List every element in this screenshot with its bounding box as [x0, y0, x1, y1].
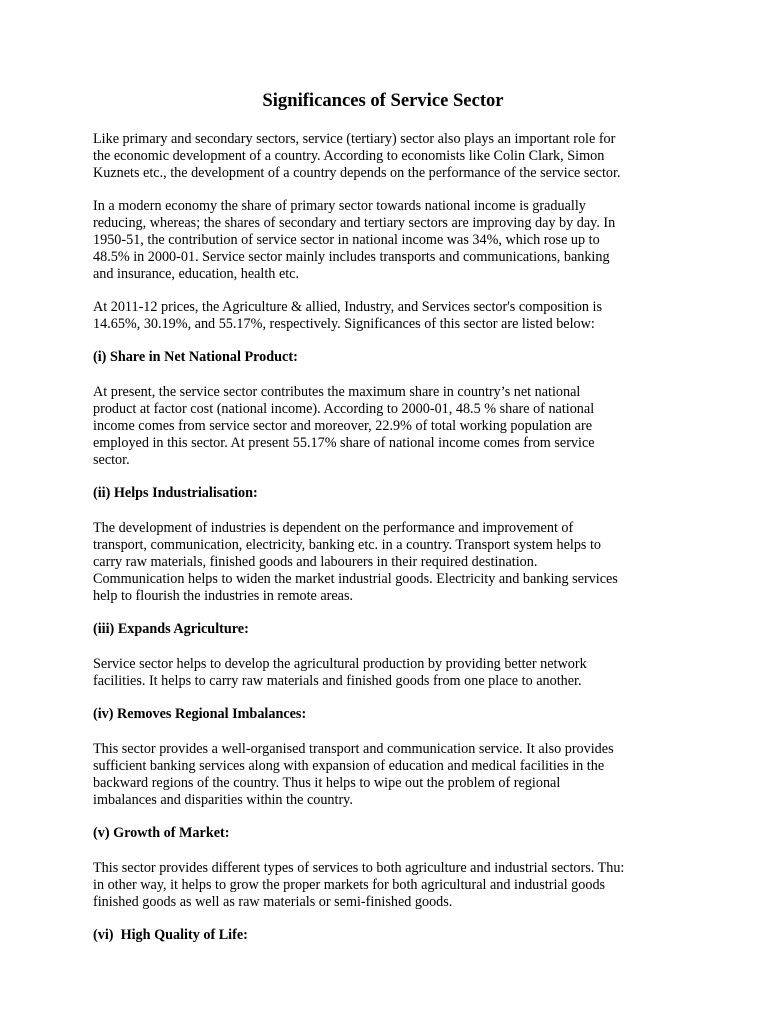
text-line: Kuznets etc., the development of a country depends on the performance of the service sector. — [93, 165, 621, 181]
text-line: income comes from service sector and moreover, 22.9% of total working population are — [93, 418, 592, 434]
text-line: sector. — [93, 452, 130, 468]
text-line: employed in this sector. At present 55.17% share of national income comes from service — [93, 435, 595, 451]
text-line: 48.5% in 2000-01. Service sector mainly includes transports and communications, banking — [93, 249, 610, 265]
section-body-industrialisation — [93, 520, 693, 605]
intro-paragraph-1 — [93, 131, 693, 182]
section-heading-growth-of-market: (v) Growth of Market: — [93, 825, 230, 841]
section-body-agriculture — [93, 656, 693, 690]
text-line: 14.65%, 30.19%, and 55.17%, respectively. Significances of this sector are listed below: — [93, 316, 595, 332]
intro-paragraph-3 — [93, 299, 693, 333]
text-line: Service sector helps to develop the agricultural production by providing better network — [93, 656, 587, 672]
text-line: and insurance, education, health etc. — [93, 266, 300, 282]
text-line: The development of industries is dependent on the performance and improvement of — [93, 520, 574, 536]
section-body-net-national-product — [93, 384, 693, 469]
text-line: At 2011-12 prices, the Agriculture & allied, Industry, and Services sector's composition is — [93, 299, 602, 315]
text-line: Communication helps to widen the market industrial goods. Electricity and banking services — [93, 571, 618, 587]
text-line: In a modern economy the share of primary sector towards national income is gradually — [93, 198, 586, 214]
document-title: Significances of Service Sector — [262, 90, 504, 111]
text-line: This sector provides a well-organised transport and communication service. It also provides — [93, 741, 614, 757]
section-heading-quality-of-life: (vi) High Quality of Life: — [93, 927, 248, 943]
text-line: the economic development of a country. According to economists like Colin Clark, Simon — [93, 148, 605, 164]
text-line: 1950-51, the contribution of service sector in national income was 34%, which rose up to — [93, 232, 600, 248]
document-body — [93, 90, 693, 962]
text-line: imbalances and disparities within the country. — [93, 792, 353, 808]
text-line: reducing, whereas; the shares of secondary and tertiary sectors are improving day by day. In — [93, 215, 616, 231]
text-line: product at factor cost (national income). According to 2000-01, 48.5 % share of national — [93, 401, 595, 417]
text-line: carry raw materials, finished goods and labourers in their required destination. — [93, 554, 538, 570]
text-line: backward regions of the country. Thus it helps to wipe out the problem of regional — [93, 775, 561, 791]
section-body-regional-imbalances — [93, 741, 693, 809]
text-line: finished goods as well as raw materials or semi-finished goods. — [93, 894, 453, 910]
section-heading-net-national-product: (i) Share in Net National Product: — [93, 349, 298, 365]
section-heading-regional-imbalances: (iv) Removes Regional Imbalances: — [93, 706, 307, 722]
intro-paragraph-2 — [93, 198, 693, 283]
section-heading-agriculture: (iii) Expands Agriculture: — [93, 621, 249, 637]
text-line: Like primary and secondary sectors, service (tertiary) sector also plays an important role for — [93, 131, 616, 147]
section-heading-industrialisation: (ii) Helps Industrialisation: — [93, 485, 258, 501]
text-line: At present, the service sector contributes the maximum share in country’s net national — [93, 384, 581, 400]
text-line: in other way, it helps to grow the proper markets for both agricultural and industrial goods — [93, 877, 606, 893]
text-line: sufficient banking services along with expansion of education and medical facilities in the — [93, 758, 605, 774]
text-line: help to flourish the industries in remote areas. — [93, 588, 354, 604]
text-line: facilities. It helps to carry raw materials and finished goods from one place to another. — [93, 673, 582, 689]
text-line: This sector provides different types of services to both agriculture and industrial sectors. Thu: — [93, 860, 625, 876]
section-body-growth-of-market — [93, 860, 693, 911]
text-line: transport, communication, electricity, banking etc. in a country. Transport system helps to — [93, 537, 602, 553]
